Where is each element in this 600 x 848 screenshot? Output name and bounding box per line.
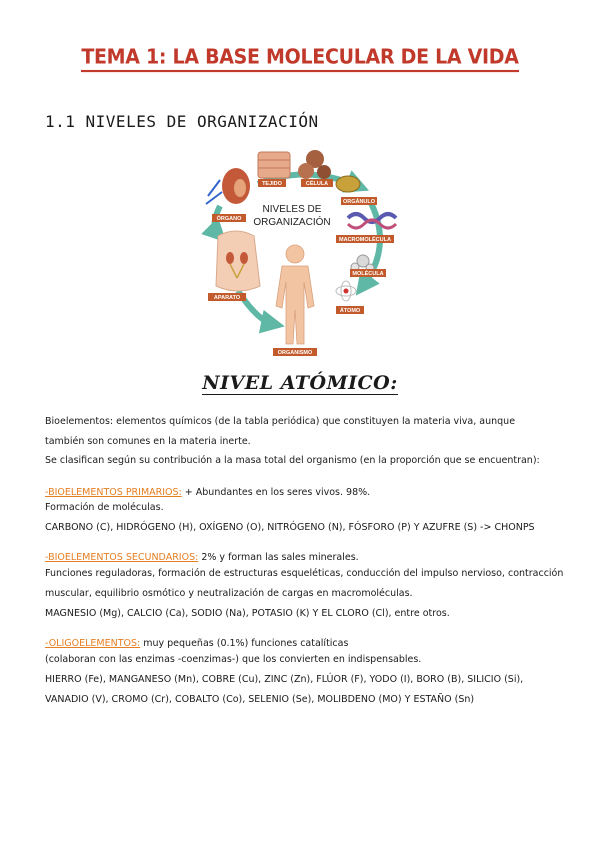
organelle-image (336, 176, 360, 192)
label-macromolecula: MACROMOLÉCULA (339, 237, 391, 243)
secundarios-label: -BIOELEMENTOS SECUNDARIOS: (45, 552, 199, 563)
secundarios-line: MAGNESIO (Mg), CALCIO (Ca), SODIO (Na), POTASIO (K) Y EL CLORO (Cl), entre otros. (45, 608, 450, 619)
apparatus-image (216, 231, 260, 291)
label-atomo: ÁTOMO (339, 308, 361, 314)
oligo-line: -OLIGOELEMENTOS: muy pequeñas (0.1%) funciones catalíticas (45, 638, 349, 649)
section-heading: 1.1 NIVELES DE ORGANIZACIÓN (45, 112, 319, 131)
label-molecula: MOLÉCULA (352, 271, 384, 277)
tissue-image (258, 152, 290, 178)
label-tejido: TEJIDO (262, 181, 282, 187)
diagram-center-line2: ORGANIZACIÓN (253, 217, 331, 228)
oligo-label: -OLIGOELEMENTOS: (45, 638, 141, 649)
intro-line: también son comunes en la materia inerte. (45, 436, 251, 447)
subheading-nivel-atomico: NIVEL ATÓMICO: (202, 372, 398, 394)
label-organulo: ORGÁNULO (342, 199, 376, 205)
secundarios-line: -BIOELEMENTOS SECUNDARIOS: 2% y forman las sales minerales. (45, 552, 359, 563)
secundarios-line: Funciones reguladoras, formación de estructuras esqueléticas, conducción del impulso nervioso, contracción (45, 568, 564, 579)
diagram-center-line1: NIVELES DE (262, 204, 322, 215)
oligo-line: VANADIO (V), CROMO (Cr), COBALTO (Co), SELENIO (Se), MOLIBDENO (MO) Y ESTAÑO (Sn) (45, 694, 475, 705)
oligo-line: (colaboran con las enzimas -coenzimas-) que los convierten en indispensables. (45, 654, 422, 665)
page-title: TEMA 1: LA BASE MOLECULAR DE LA VIDA (0, 45, 600, 69)
primarios-line: Formación de moléculas. (45, 502, 164, 513)
levels-of-organization-diagram (198, 146, 412, 360)
organism-image (276, 245, 314, 344)
label-organismo: ORGANISMO (277, 350, 313, 356)
primarios-line: -BIOELEMENTOS PRIMARIOS: + Abundantes en los seres vivos. 98%. (45, 487, 371, 498)
secundarios-line: muscular, equilibrio osmótico y neutralización de cargas en macromoléculas. (45, 588, 413, 599)
primarios-line: CARBONO (C), HIDRÓGENO (H), OXÍGENO (O), NITRÓGENO (N), FÓSFORO (P) Y AZUFRE (S) -> CHONPS (45, 522, 535, 533)
label-aparato: APARATO (213, 295, 241, 301)
label-organo: ÓRGANO (216, 216, 242, 222)
primarios-label: -BIOELEMENTOS PRIMARIOS: (45, 487, 182, 498)
label-celula: CÉLULA (305, 181, 329, 187)
intro-line: Bioelementos: elementos químicos (de la tabla periódica) que constituyen la materia viva, aunque (45, 416, 516, 427)
intro-line: Se clasifican según su contribución a la masa total del organismo (en la proporción que se encuentran): (45, 455, 540, 466)
oligo-line: HIERRO (Fe), MANGANESO (Mn), COBRE (Cu), ZINC (Zn), FLÚOR (F), YODO (I), BORO (B), SILICIO (Si), (45, 674, 524, 685)
